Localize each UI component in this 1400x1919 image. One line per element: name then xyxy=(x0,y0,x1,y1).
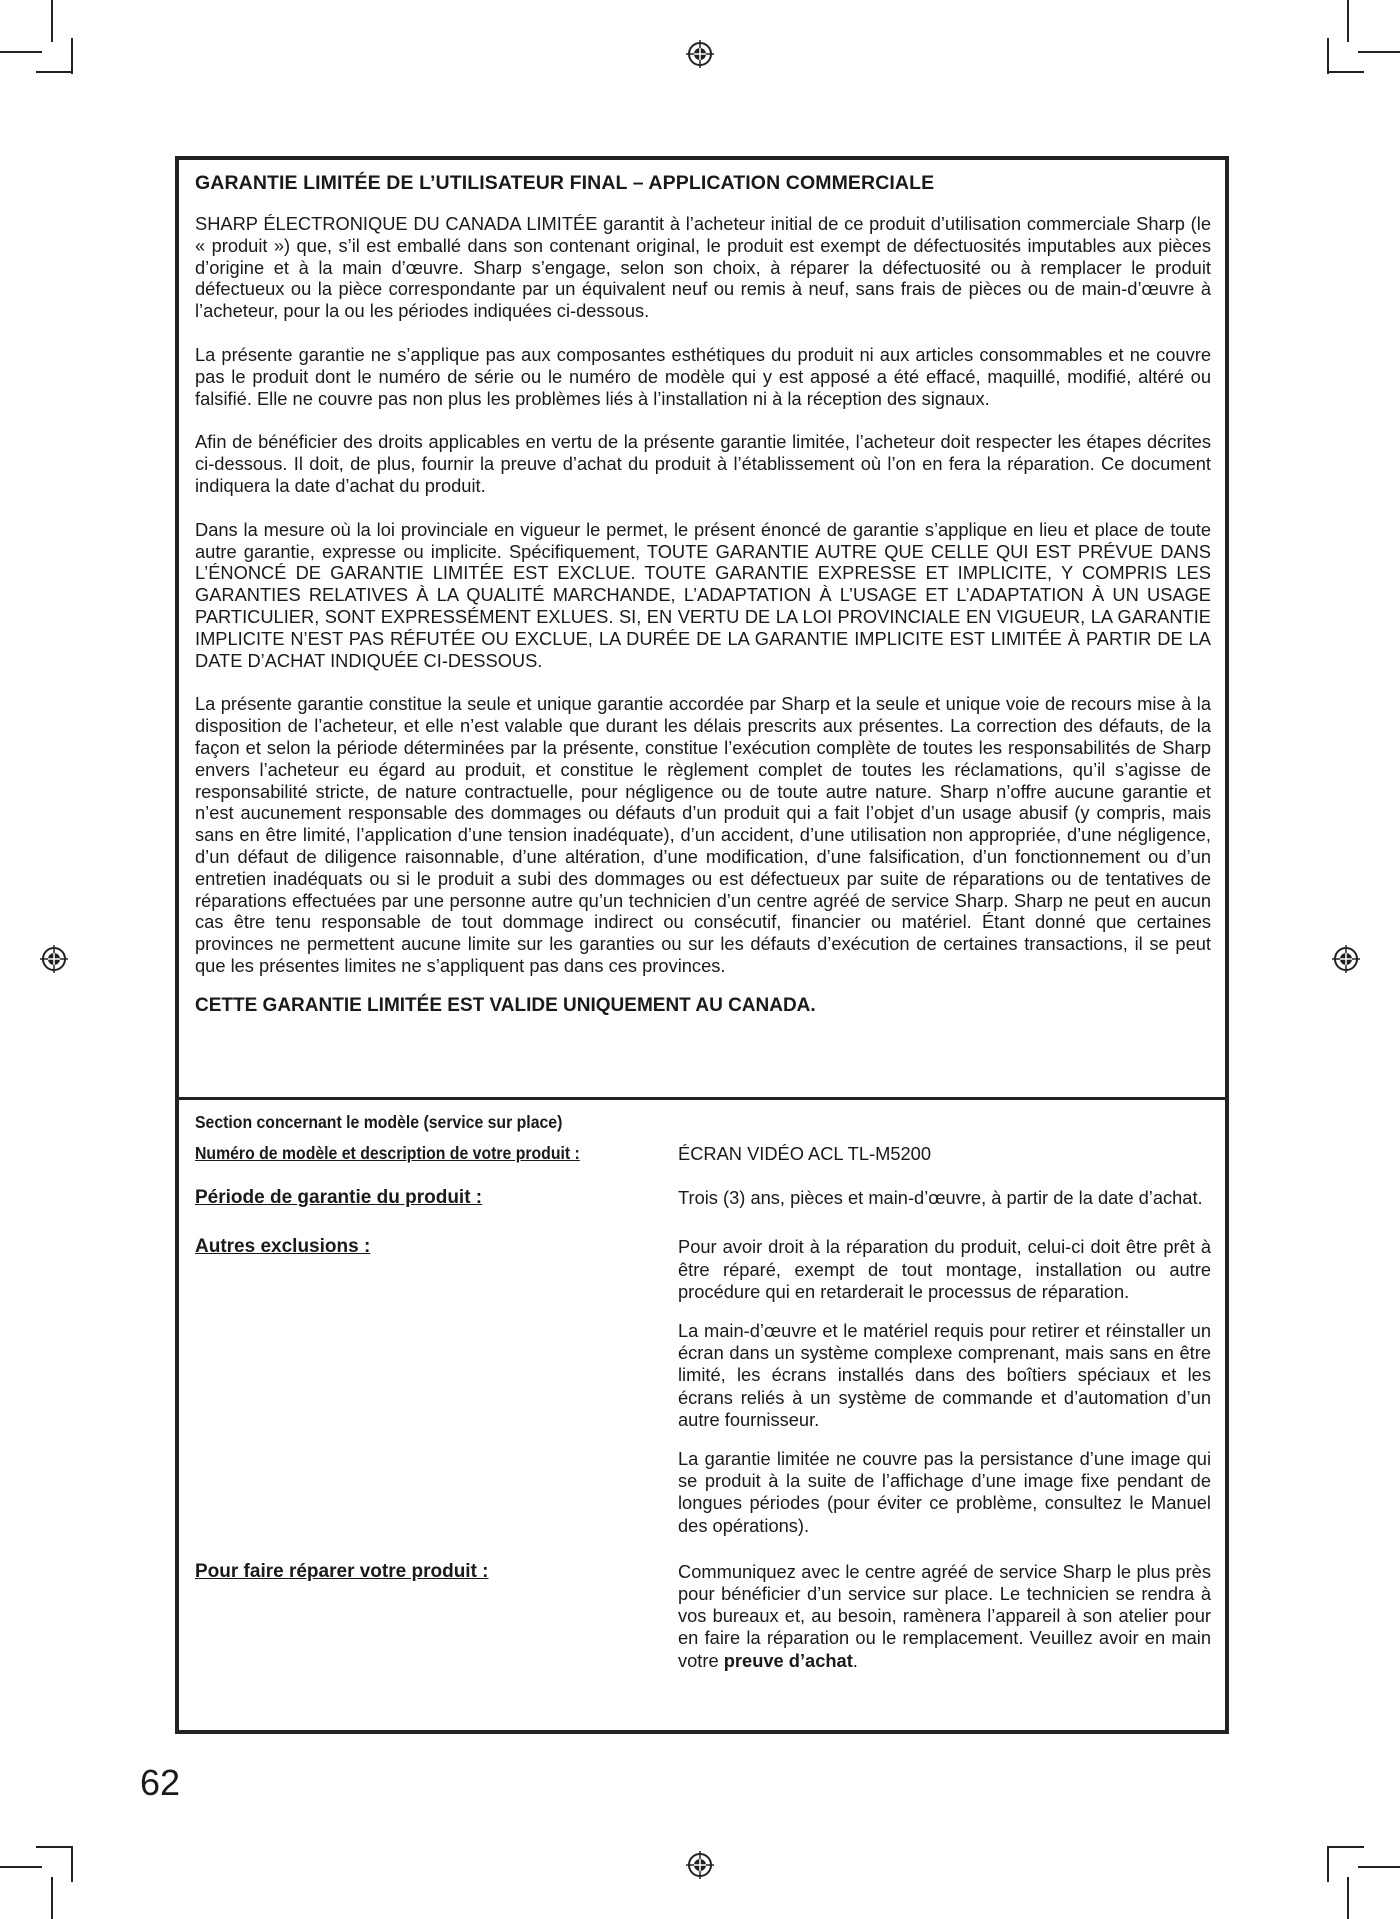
crop-mark-tl-v xyxy=(51,0,53,42)
crop-mark-br-v xyxy=(1347,1877,1349,1919)
model-label: Numéro de modèle et description de votre produit : xyxy=(195,1143,580,1163)
crop-mark-br-v2 xyxy=(1327,1846,1329,1882)
repair-label: Pour faire réparer votre produit : xyxy=(195,1560,489,1582)
page-number: 62 xyxy=(140,1762,181,1803)
model-section-title: Section concernant le modèle (service sur place) xyxy=(195,1112,563,1132)
warranty-paragraph-4: Dans la mesure où la loi provinciale en vigueur le permet, le présent énoncé de garantie s’applique en lieu et place de toute autre garantie, expresse ou implicite. Spécifiquement, TOUTE GARANTIE AUTRE QUE CELLE QUI EST PRÉVUE DANS L’ÉNONCÉ DE GARANTIE LIMITÉE EST EXCLUE. TOUTE GARANTIE EXPRESSE ET IMPLICITE, Y COMPRIS LES GARANTIES RELATIVES À LA QUALITÉ MARCHANDE, L’ADAPTATION À L’USAGE ET L’ADAPTATION À UN USAGE PARTICULIER, SONT EXPRESSÉMENT EXLUES. SI, EN VERTU DE LA LOI PROVINCIALE EN VIGUEUR, LA GARANTIE IMPLICITE N’EST PAS RÉFUTÉE OU EXCLUE, LA DURÉE DE LA GARANTIE IMPLICITE EST LIMITÉE À PARTIR DE LA DATE D’ACHAT INDIQUÉE CI-DESSOUS. xyxy=(195,518,1211,671)
registration-mark-top xyxy=(686,40,714,68)
crop-mark-bl-v xyxy=(51,1877,53,1919)
model-section xyxy=(179,1100,1225,1672)
warranty-text-section xyxy=(179,160,1225,1100)
model-row xyxy=(195,1143,1211,1165)
exclusions-row xyxy=(195,1236,1211,1553)
crop-mark-br-h xyxy=(1358,1866,1400,1868)
crop-mark-bl-h2 xyxy=(36,1846,73,1848)
crop-mark-tl-h xyxy=(0,51,42,53)
repair-text xyxy=(678,1561,1211,1672)
warranty-paragraph-2: La présente garantie ne s’applique pas aux composantes esthétiques du produit ni aux articles consommables et ne couvre pas le produit dont le numéro de série ou le numéro de modèle qui y est apposé a été effacé, maquillé, modifié, altéré ou falsifié. Elle ne couvre pas non plus les problèmes liés à l’installation ni à la réception des signaux. xyxy=(195,343,1211,409)
crop-mark-tr-v2 xyxy=(1327,38,1329,74)
crop-mark-tr-v xyxy=(1347,0,1349,42)
repair-row xyxy=(195,1561,1211,1672)
warranty-paragraph-3: Afin de bénéficier des droits applicables en vertu de la présente garantie limitée, l’acheteur doit respecter les étapes décrites ci-dessous. Il doit, de plus, fournir la preuve d’achat du produit à l’établissement où l’on en fera la réparation. Ce document indiquera la date d’achat du produit. xyxy=(195,431,1211,496)
repair-text-main: Communiquez avec le centre agréé de service Sharp le plus près pour bénéficier d’un service sur place. Le technicien se rendra à vos bureaux et, au besoin, ramènera l’appareil à son atelier pour en faire la réparation ou le remplacement. Veuillez avoir en main votre xyxy=(678,1560,1211,1671)
warranty-title: GARANTIE LIMITÉE DE L’UTILISATEUR FINAL – APPLICATION COMMERCIALE xyxy=(195,172,935,194)
crop-mark-tr-h2 xyxy=(1327,71,1364,73)
repair-proof-of-purchase: preuve d’achat xyxy=(723,1649,853,1671)
crop-mark-bl-h xyxy=(0,1866,42,1868)
registration-mark-right xyxy=(1332,945,1360,973)
crop-mark-tl-h2 xyxy=(36,71,73,73)
warranty-validity: CETTE GARANTIE LIMITÉE EST VALIDE UNIQUEMENT AU CANADA. xyxy=(195,994,816,1016)
exclusion-item-2: La main-d’œuvre et le matériel requis pour retirer et réinstaller un écran dans un système complexe comprenant, mais sans en être limité, les écrans installés dans des boîtiers spéciaux et les écrans reliés à un système de commande et d’automation d’un autre fournisseur. xyxy=(678,1320,1211,1430)
period-row xyxy=(195,1187,1211,1209)
crop-mark-tl-v2 xyxy=(71,38,73,74)
warranty-box xyxy=(175,156,1229,1734)
repair-text-end: . xyxy=(852,1649,858,1671)
warranty-paragraph-5: La présente garantie constitue la seule et unique garantie accordée par Sharp et la seule et unique voie de recours mise à la disposition de l’acheteur, et elle n’est valable que durant les délais prescrits aux présentes. La correction des défauts, de la façon et selon la période déterminées par la présente, constitue l’exécution complète de toutes les responsabilités de Sharp envers l’acheteur eu égard au produit, et constitue le règlement complet de toutes les réclamations, qu’il s’agisse de responsabilité stricte, de nature contractuelle, pour négligence ou de toute autre nature. Sharp n’offre aucune garantie et n’est aucunement responsable des dommages ou défauts d’un produit qui a fait l’objet d’un usage abusif (y compris, mais sans en être limité, l’application d’une tension inadéquate), d’un accident, d’une utilisation non appropriée, d’une négligence, d’un défaut de diligence raisonnable, d’une altération, d’une modification, d’une falsification, d’un fonctionnement ou d’un entretien inadéquats ou si le produit a subi des dommages ou est défectueux par suite de réparations ou de tentatives de réparations effectuées par une personne autre qu’un technicien d’un centre agréé de service Sharp. Sharp ne peut en aucun cas être tenu responsable de tout dommage indirect ou consécutif, financier ou matériel. Étant donné que certaines provinces ne permettent aucune limite sur les garanties ou sur les défauts d’exécution de certaines transactions, il se peut que les présentes limites ne s’appliquent pas dans ces provinces. xyxy=(195,693,1211,976)
period-label: Période de garantie du produit : xyxy=(195,1187,483,1209)
registration-mark-bottom xyxy=(686,1851,714,1879)
exclusion-item-1: Pour avoir droit à la réparation du produit, celui-ci doit être prêt à être réparé, exempt de tout montage, installation ou autre procédure qui en retarderait le processus de réparation. xyxy=(678,1236,1211,1302)
crop-mark-bl-v2 xyxy=(71,1846,73,1882)
exclusions-list xyxy=(678,1236,1211,1553)
model-value: ÉCRAN VIDÉO ACL TL-M5200 xyxy=(678,1143,931,1164)
registration-mark-left xyxy=(40,945,68,973)
crop-mark-br-h2 xyxy=(1327,1846,1364,1848)
warranty-paragraph-1: SHARP ÉLECTRONIQUE DU CANADA LIMITÉE garantit à l’acheteur initial de ce produit d’utilisation commerciale Sharp (le « produit ») que, s’il est emballé dans son contenant original, le produit est exempt de défectuosités imputables aux pièces d’origine et à la main d’œuvre. Sharp s’engage, selon son choix, à réparer la défectuosité ou à remplacer le produit défectueux ou la pièce correspondante par un équivalent neuf ou remis à neuf, sans frais de pièces ou de main-d’œuvre à l’acheteur, pour la ou les périodes indiquées ci-dessous. xyxy=(195,213,1211,322)
exclusions-label: Autres exclusions : xyxy=(195,1236,371,1258)
period-value: Trois (3) ans, pièces et main-d’œuvre, à partir de la date d’achat. xyxy=(678,1187,1203,1209)
exclusion-item-3: La garantie limitée ne couvre pas la persistance d’une image qui se produit à la suite de l’affichage d’une image fixe pendant de longues périodes (pour éviter ce problème, consultez le Manuel des opérations). xyxy=(678,1448,1211,1536)
crop-mark-tr-h xyxy=(1358,51,1400,53)
